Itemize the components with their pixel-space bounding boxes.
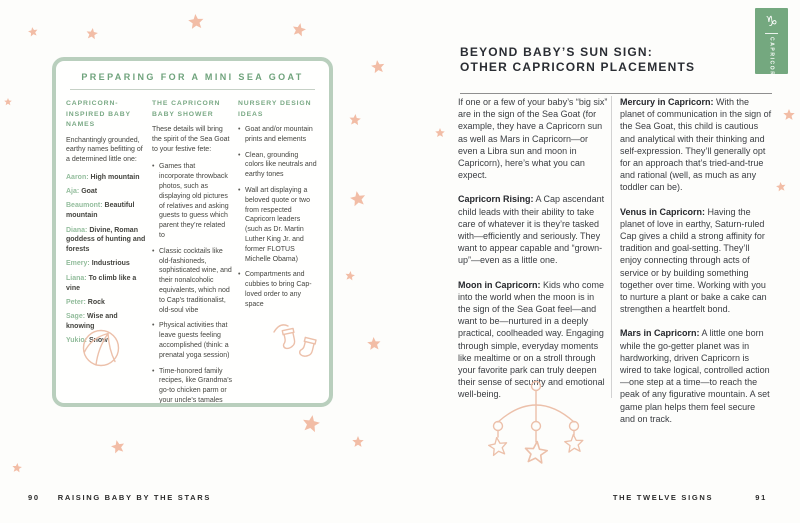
headline-line-1: BEYOND BABY’S SUN SIGN: [460, 45, 653, 59]
headline-line-2: OTHER CAPRICORN PLACEMENTS [460, 60, 696, 74]
running-title: RAISING BABY BY THE STARS [57, 493, 212, 502]
chapter-tab-capricorn [755, 8, 788, 82]
feature-box-columns [56, 99, 329, 407]
list-item: • Wall art displaying a beloved quote or two from respected Capricorn leaders (such as Dr. Martin Luther King Jr. and former FLOTUS Michelle Obama) [238, 186, 310, 263]
bullet-icon: • [238, 271, 241, 279]
body-column-1 [458, 96, 608, 413]
list-item: • Goat and/or mountain prints and elements [238, 126, 313, 143]
tab-divider [765, 33, 778, 34]
baby-names-intro: Enchantingly grounded, earthy names befitting of a determined little one: [66, 136, 143, 164]
capricorn-glyph-icon: ♑ [765, 14, 778, 30]
bullet-icon: • [152, 163, 155, 171]
paragraph-venus-in-capricorn: Venus in Capricorn: Having the planet of love in earthy, Saturn-ruled Cap gives a child a strong affinity for tradition and goal-setting. They’ll enjoy connecting through acts of service or by building something together over time. Working with you to nurture a plant or bake a cake can strengthen a heartfelt bond. [620, 206, 767, 315]
page-number: 90 [28, 493, 40, 502]
running-title: THE TWELVE SIGNS [612, 493, 714, 502]
list-item: Emery: Industrious [66, 260, 130, 268]
list-item: • Physical activities that leave guests feeling accomplished (think: a prenatal yoga session) [152, 322, 230, 359]
list-item: Liana: To climb like a vine [66, 274, 137, 292]
column-baby-shower [152, 99, 232, 407]
bullet-icon: • [152, 247, 155, 255]
paragraph-capricorn-rising: Capricorn Rising: A Cap ascendant child leads with their ability to take care of whatever it is they’re tasked with—efficiently and seriously. They want to appear capable and “grown-up”—even as a little one. [458, 194, 605, 266]
list-item: • Classic cocktails like old-fashioneds, sophisticated wine, and their nonalcoholic equivalents, which nod to Cap’s traditionalist, old-soul vibe [152, 247, 232, 314]
list-item: • Compartments and cubbies to bring Cap-loved order to any space [238, 271, 312, 308]
list-item: • Time-honored family recipes, like Grandma’s go-to chicken parm or your uncle’s tamales [152, 367, 233, 404]
column-baby-names [66, 99, 146, 407]
list-item: Aaron: High mountain [66, 173, 140, 181]
sea-goat-feature-box [52, 57, 333, 407]
feature-box-title: PREPARING FOR A MINI SEA GOAT [81, 72, 304, 82]
left-page-footer [28, 493, 211, 502]
feature-box-rule [70, 89, 315, 90]
bullet-icon: • [152, 322, 155, 330]
bullet-icon: • [238, 151, 241, 159]
bullet-icon: • [238, 126, 241, 133]
paragraph-moon-in-capricorn: Moon in Capricorn: Kids who come into the world when the moon is in the sign of the Sea Goat feel—and want to be—nurtured in a deeply practical, coolheaded way. Engaging through simple, everyday moments like mealtime or on a stroll through your favorite park can truly deepen their sense of security and emotional well-being. [458, 279, 605, 400]
baby-names-heading: CAPRICORN-INSPIRED BABY NAMES [66, 100, 131, 128]
list-item: Diana: Divine, Roman goddess of hunting and forests [66, 226, 146, 254]
nursery-heading: NURSERY DESIGN IDEAS [238, 100, 312, 118]
section-headline [460, 45, 780, 75]
page-number: 91 [755, 493, 767, 502]
list-item: Aja: Goat [66, 188, 98, 196]
column-nursery-design [238, 99, 318, 407]
list-item: • Clean, grounding colors like neutrals and earthy tones [238, 151, 317, 179]
paragraph-mercury-in-capricorn: Mercury in Capricorn: With the planet of communication in the sign of the Sea Goat, this child is cautious and analytical with their thinking and self-expression. They’ll generally opt for an approach that’s tried-and-true and rational (well, as much as any toddler can be). [620, 97, 772, 193]
list-item: • Games that incorporate throwback photos, such as displaying old pictures of relatives and asking guests to guess which parent they’re related to [152, 163, 229, 239]
bullet-icon: • [238, 186, 241, 194]
paragraph-mars-in-capricorn: Mars in Capricorn: A little one born while the go-getter planet was in hardworking, driven Capricorn is wired to take logical, controlled action—one step at a time—to reach the peak of any figurative mountain. A set game plan helps them feel secure and on track. [620, 328, 770, 424]
list-item: Beaumont: Beautiful mountain [66, 202, 135, 220]
bullet-icon: • [152, 367, 155, 375]
tab-label: CAPRICORN [768, 37, 775, 82]
body-column-2 [620, 96, 772, 437]
column-divider [611, 96, 612, 398]
list-item: Peter: Rock [66, 298, 105, 306]
paragraph-intro: If one or a few of your baby’s “big six” are in the sign of the Sea Goat (for example, they have a Capricorn sun as well as Mars in Capricorn—or even a Libra sun and moon in Capricorn), here’s what you can expect. [458, 97, 608, 181]
list-item: Yukio: Snow [66, 337, 108, 345]
list-item: Sage: Wise and knowing [66, 313, 118, 330]
baby-shower-intro: These details will bring the spirit of the Sea Goat to your festive fete: [152, 126, 230, 153]
right-page-footer [613, 493, 767, 502]
baby-shower-heading: THE CAPRICORN BABY SHOWER [152, 100, 221, 118]
headline-rule [460, 93, 772, 94]
